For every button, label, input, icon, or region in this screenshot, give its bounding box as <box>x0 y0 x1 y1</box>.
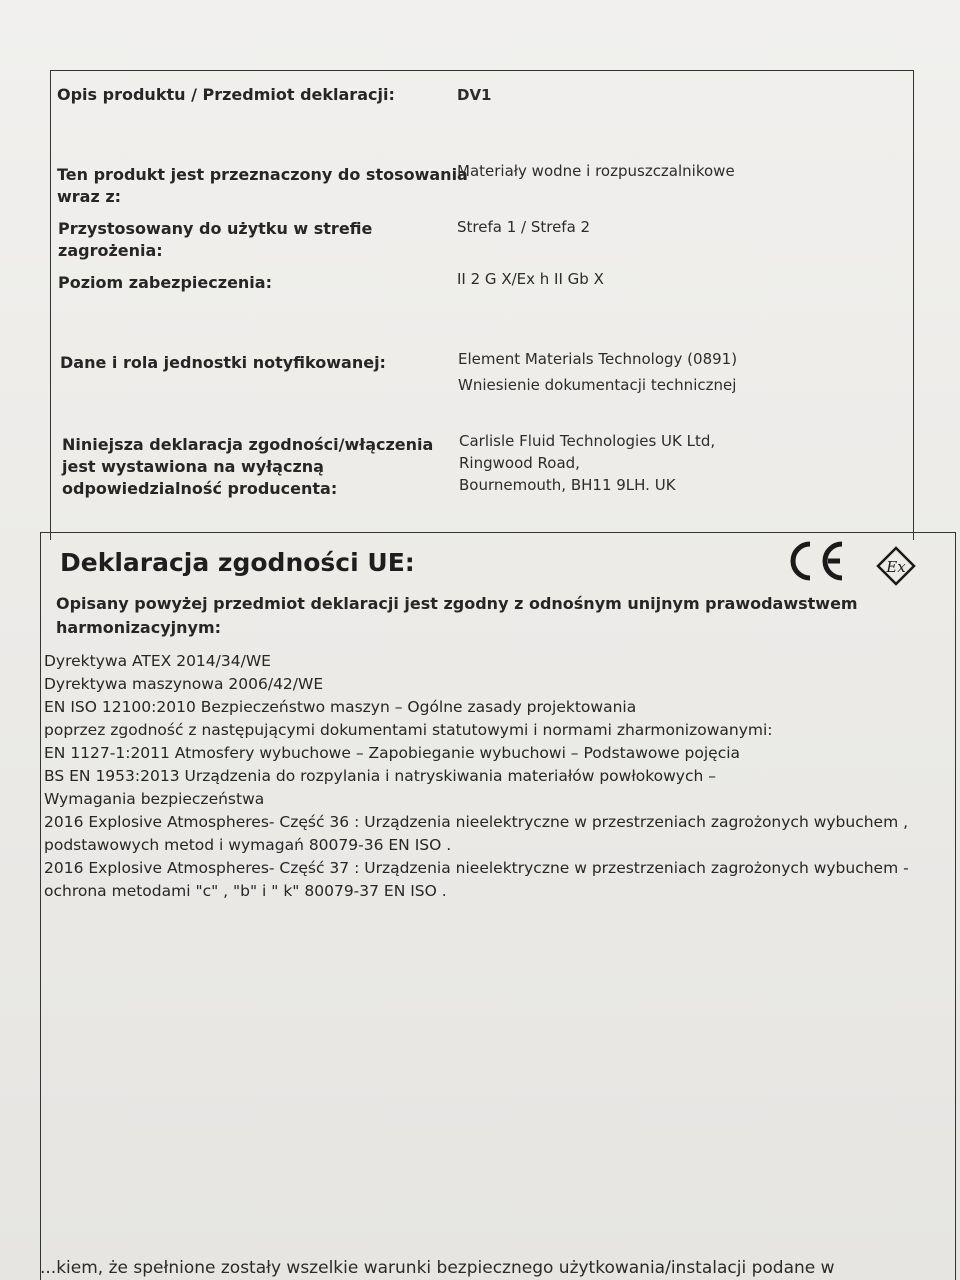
product-label: Opis produktu / Przedmiot deklaracji: <box>57 85 395 104</box>
ex-mark-icon <box>876 546 916 586</box>
manufacturer-label-line: odpowiedzialność producenta: <box>62 479 338 498</box>
directive-line: poprzez zgodność z następującymi dokumentami statutowymi i normami zharmonizowanymi: <box>44 721 773 739</box>
notified-body-value-line: Wniesienie dokumentacji technicznej <box>458 376 737 394</box>
protection-level-label: Poziom zabezpieczenia: <box>58 273 272 292</box>
hazard-zone-value: Strefa 1 / Strefa 2 <box>457 218 591 236</box>
bottom-section-frame <box>40 532 956 1280</box>
intended-use-label-line: Ten produkt jest przeznaczony do stosowania <box>57 165 468 184</box>
notified-body-value-line: Element Materials Technology (0891) <box>458 350 738 368</box>
directive-line: Dyrektywa maszynowa 2006/42/WE <box>44 675 324 693</box>
intended-use-label <box>57 164 468 208</box>
footer-partial-line: ...kiem, że spełnione zostały wszelkie warunki bezpiecznego użytkowania/instalacji podane w <box>40 1258 835 1278</box>
hazard-zone-label <box>58 218 458 262</box>
manufacturer-label-line: Niniejsza deklaracja zgodności/włączenia <box>62 435 434 454</box>
hazard-zone-label-line: Przystosowany do użytku w strefie <box>58 219 373 238</box>
eu-declaration-intro <box>56 592 916 640</box>
notified-body-value <box>458 348 888 396</box>
protection-level-value: II 2 G X/Ex h II Gb X <box>457 270 604 288</box>
manufacturer-value-line: Bournemouth, BH11 9LH. UK <box>459 476 676 494</box>
intended-use-label-line: wraz z: <box>57 187 122 206</box>
eu-declaration-heading: Deklaracja zgodności UE: <box>60 548 415 577</box>
directive-line: podstawowych metod i wymagań 80079-36 EN ISO . <box>44 836 452 854</box>
directive-line: BS EN 1953:2013 Urządzenia do rozpylania i natryskiwania materiałów powłokowych – <box>44 767 716 785</box>
intro-line: Opisany powyżej przedmiot deklaracji jest zgodny z odnośnym unijnym prawodawstwem <box>56 594 858 613</box>
manufacturer-label <box>62 434 462 500</box>
intended-use-value: Materiały wodne i rozpuszczalnikowe <box>457 162 735 180</box>
manufacturer-label-line: jest wystawiona na wyłączną <box>62 457 324 476</box>
product-value: DV1 <box>457 86 492 104</box>
ex-mark-text: Ex <box>886 558 906 576</box>
intro-line: harmonizacyjnym: <box>56 618 222 637</box>
manufacturer-value <box>459 430 889 496</box>
directives-list <box>44 650 944 903</box>
manufacturer-value-line: Ringwood Road, <box>459 454 580 472</box>
directive-line: Dyrektywa ATEX 2014/34/WE <box>44 652 271 670</box>
notified-body-label: Dane i rola jednostki notyfikowanej: <box>60 353 386 372</box>
manufacturer-value-line: Carlisle Fluid Technologies UK Ltd, <box>459 432 716 450</box>
directive-line: Wymagania bezpieczeństwa <box>44 790 265 808</box>
directive-line: 2016 Explosive Atmospheres- Część 36 : Urządzenia nieelektryczne w przestrzeniach zagrożonych wybuchem , <box>44 813 909 831</box>
directive-line: EN 1127-1:2011 Atmosfery wybuchowe – Zapobieganie wybuchowi – Podstawowe pojęcia <box>44 744 741 762</box>
directive-line: 2016 Explosive Atmospheres- Część 37 : Urządzenia nieelektryczne w przestrzeniach zagrożonych wybuchem - <box>44 859 909 877</box>
directive-line: EN ISO 12100:2010 Bezpieczeństwo maszyn – Ogólne zasady projektowania <box>44 698 637 716</box>
ce-mark-icon <box>784 540 848 582</box>
hazard-zone-label-line: zagrożenia: <box>58 241 163 260</box>
directive-line: ochrona metodami "c" , "b" i " k" 80079-37 EN ISO . <box>44 882 447 900</box>
